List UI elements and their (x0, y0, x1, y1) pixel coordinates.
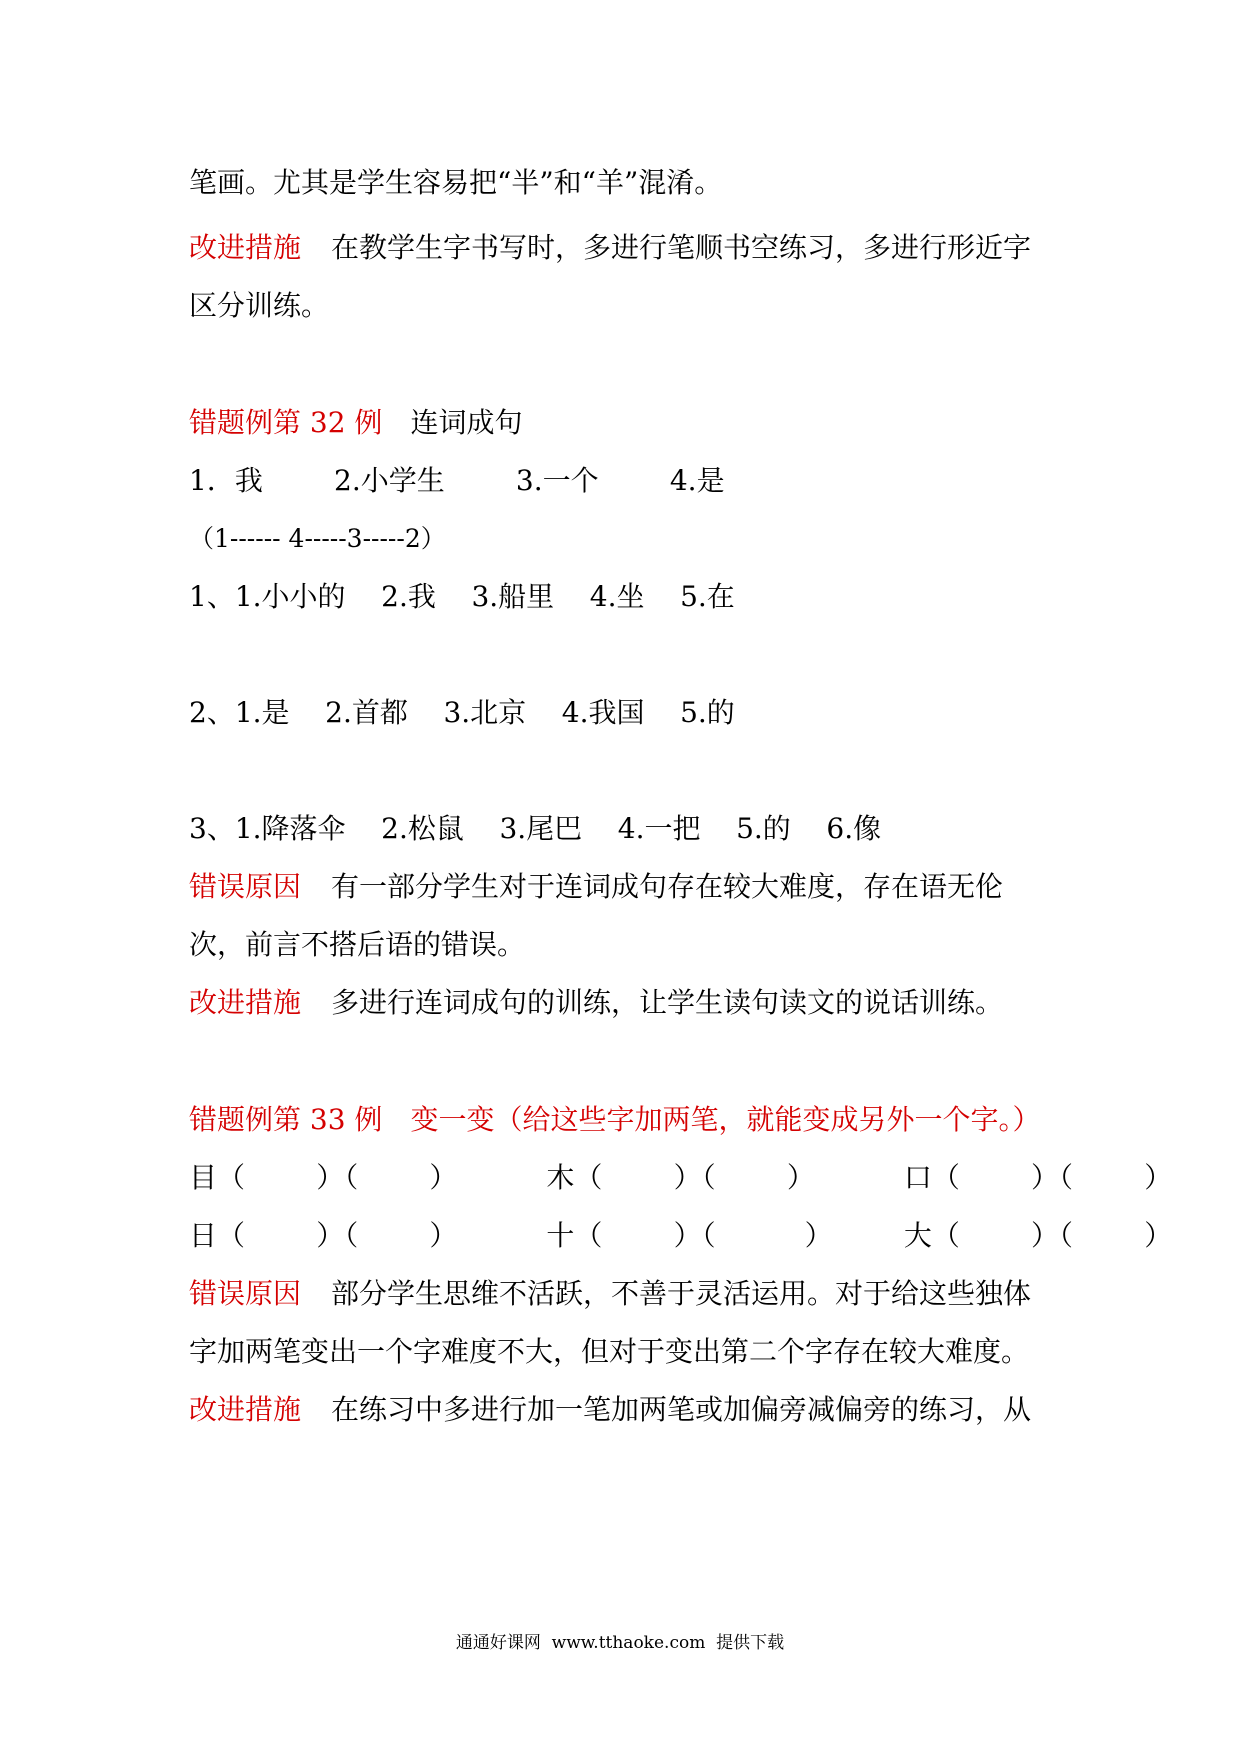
improve-label: 改进措施 (189, 1393, 302, 1426)
question-3 (189, 809, 881, 849)
tail-text: 笔画。尤其是学生容易把“半”和“羊”混淆。 (189, 166, 723, 199)
example-heading: 错题例第 33 例 (189, 1103, 383, 1136)
demo-answer-text: （1------ 4-----3-----2） (189, 524, 446, 553)
demo-answer (189, 519, 446, 559)
improve-text: 在练习中多进行加一笔加两笔或加偏旁减偏旁的练习，从 (331, 1393, 1032, 1426)
question-1 (189, 577, 735, 617)
question-text: 1、1.小小的 2.我 3.船里 4.坐 5.在 (189, 580, 735, 613)
reason-label: 错误原因 (189, 870, 302, 903)
reason-label: 错误原因 (189, 1277, 302, 1310)
prev-improve-line (189, 228, 1031, 268)
exercise-row-1 (189, 1158, 1172, 1198)
improve-line (189, 1390, 1031, 1430)
question-text: 3、1.降落伞 2.松鼠 3.尾巴 4.一把 5.的 6.像 (189, 812, 882, 845)
exercise-text: 日（ ）（ ） 十（ ）（ ） 大（ ）（ ） (189, 1219, 1173, 1252)
improve-line (189, 983, 1003, 1023)
prev-improve-line-2 (189, 286, 329, 326)
question-2 (189, 693, 735, 733)
improve-label: 改进措施 (189, 231, 302, 264)
reason-text: 有一部分学生对于连词成句存在较大难度，存在语无伦 (331, 870, 1004, 903)
improve-label: 改进措施 (189, 986, 302, 1019)
footer-suffix: 提供下载 (716, 1633, 785, 1653)
footer-url[interactable]: www.tthaoke.com (551, 1633, 706, 1653)
improve-text-cont: 区分训练。 (189, 289, 330, 322)
reason-text: 部分学生思维不活跃，不善于灵活运用。对于给这些独体 (331, 1277, 1032, 1310)
exercise-text: 目（ ）（ ） 木（ ）（ ） 口（ ）（ ） (189, 1161, 1173, 1194)
footer-site-name: 通通好课网 (455, 1633, 541, 1653)
reason-line (189, 1274, 1031, 1314)
example-topic: 变一变（给这些字加两笔，就能变成另外一个字。） (410, 1103, 1041, 1136)
improve-text: 多进行连词成句的训练，让学生读句读文的说话训练。 (331, 986, 1004, 1019)
page-footer (0, 1631, 1240, 1655)
question-text: 2、1.是 2.首都 3.北京 4.我国 5.的 (189, 696, 735, 729)
example-33-heading (189, 1100, 1040, 1140)
example-32-heading (189, 403, 522, 443)
demo-line (189, 461, 725, 501)
example-topic: 连词成句 (410, 406, 523, 439)
reason-line-2 (189, 1332, 1029, 1372)
reason-text-cont: 次，前言不搭后语的错误。 (189, 928, 526, 961)
reason-line (189, 867, 1003, 907)
exercise-row-2 (189, 1216, 1172, 1256)
reason-text-cont: 字加两笔变出一个字难度不大，但对于变出第二个字存在较大难度。 (189, 1335, 1030, 1368)
improve-text: 在教学生字书写时，多进行笔顺书空练习，多进行形近字 (331, 231, 1032, 264)
reason-line-2 (189, 925, 525, 965)
example-heading: 错题例第 32 例 (189, 406, 383, 439)
demo-text: 1．我 2.小学生 3.一个 4.是 (189, 464, 725, 497)
prev-section-tail (189, 163, 722, 203)
